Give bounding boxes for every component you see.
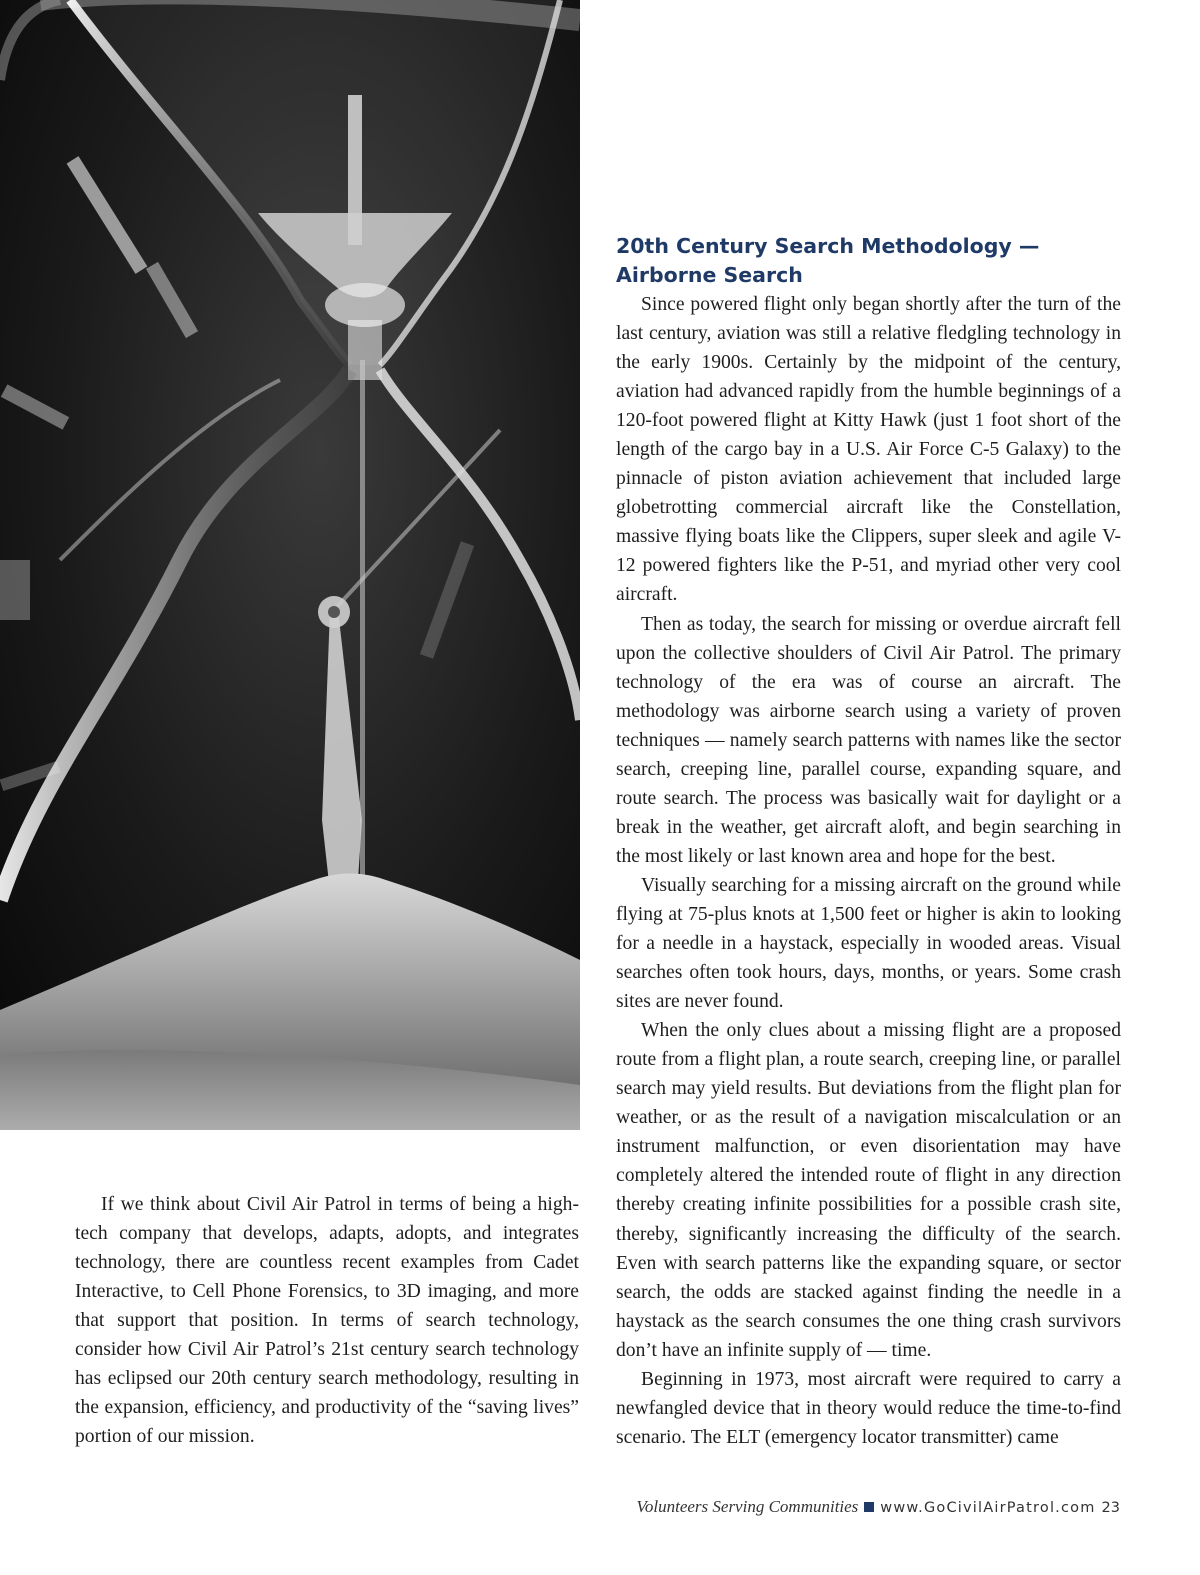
hourglass-clock-photo [0,0,580,1130]
page-number: 23 [1101,1500,1120,1516]
page-footer [636,1497,1120,1518]
article-paragraph: Beginning in 1973, most aircraft were required to carry a newfangled device that in theory would reduce the time-to-find scenario. The ELT (emergency locator transmitter) came [616,1368,1121,1448]
square-bullet-icon [864,1502,874,1512]
footer-tagline: Volunteers Serving Communities [636,1497,859,1516]
footer-url[interactable]: www.GoCivilAirPatrol.com [880,1500,1096,1516]
article-paragraph: When the only clues about a missing flight are a proposed route from a flight plan, a route search, creeping line, or parallel search may yield results. But deviations from the flight plan for weather, or as the result of a navigation miscalculation or an instrument malfunction, or even disorientation may have completely altered the intended route of flight in any direction thereby creating infinite possibilities for a possible crash site, thereby, significantly increasing the difficulty of the search. Even with search patterns like the expanding square, or sector search, the odds are stacked against finding the needle in a haystack as the search consumes the one thing crash survivors don’t have an infinite supply of — time. [616,1020,1121,1361]
article-paragraph: Then as today, the search for missing or overdue aircraft fell upon the collective shoulders of Civil Air Patrol. The primary technology of the era was of course an aircraft. The methodology was airborne search using a variety of proven techniques — namely search patterns with names like the sector search, creeping line, parallel course, expanding square, and route search. The process was basically wait for daylight or a break in the weather, get aircraft aloft, and begin searching in the most likely or last known area and hope for the best. [616,613,1121,867]
section-heading [616,232,1121,290]
article-paragraph: Since powered flight only began shortly after the turn of the last century, aviation was still a relative fledgling technology in the early 1900s. Certainly by the midpoint of the century, aviation had advanced rapidly from the humble beginnings of a 120-foot powered flight at Kitty Hawk (just 1 foot short of the length of the cargo bay in a U.S. Air Force C-5 Galaxy) to the pinnacle of piston aviation achievement that included large globetrotting commercial aircraft like the Constellation, massive flying boats like the Clippers, super sleek and agile V-12 powered fighters like the P-51, and myriad other very cool aircraft. [616,294,1121,606]
article-paragraph: Visually searching for a missing aircraft on the ground while flying at 75-plus knots at 1,500 feet or higher is akin to looking for a needle in a haystack, especially in wooded areas. Visual searches often took hours, days, months, or years. Some crash sites are never found. [616,874,1121,1013]
intro-column [75,1190,579,1451]
section-heading-line1: 20th Century Search Methodology — [616,234,1040,258]
intro-paragraph: If we think about Civil Air Patrol in terms of being a high-tech company that develops, adapts, adopts, and integrates technology, there are countless recent examples from Cadet Interactive, to Cell Phone Forensics, to 3D imaging, and more that support that position. In terms of search technology, consider how Civil Air Patrol’s 21st century search technology has eclipsed our 20th century search methodology, resulting in the expansion, efficiency, and productivity of the “saving lives” portion of our mission. [75,1194,579,1447]
article-column [616,232,1121,1452]
section-heading-line2: Airborne Search [616,263,803,287]
